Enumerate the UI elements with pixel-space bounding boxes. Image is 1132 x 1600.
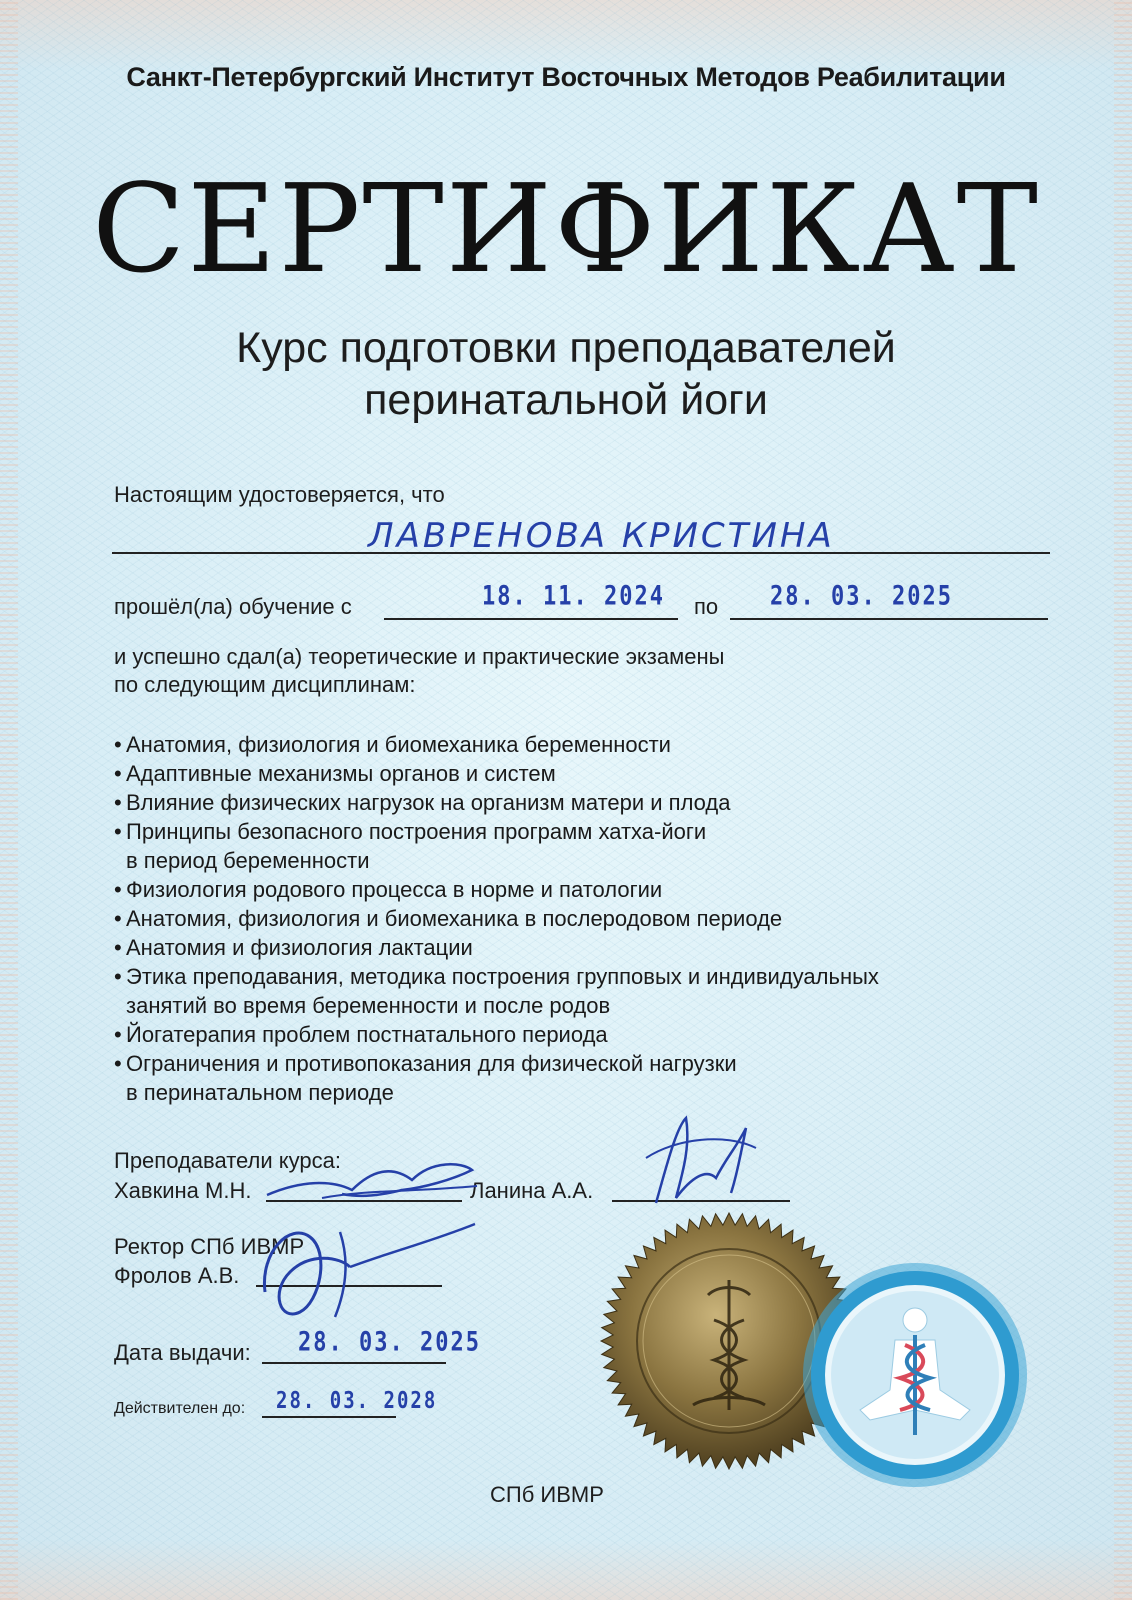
issue-date-label: Дата выдачи: xyxy=(114,1340,251,1365)
exams-text-line2: по следующим дисциплинам: xyxy=(114,672,416,697)
course-title xyxy=(0,322,1132,426)
name-underline xyxy=(112,552,1050,554)
discipline-text-line: в перинатальном периоде xyxy=(126,1080,394,1105)
teacher-1-signature xyxy=(262,1150,482,1210)
training-label: прошёл(ла) обучение с xyxy=(114,594,352,619)
discipline-text-line: • Анатомия, физиология и биомеханика в послеродовом периоде xyxy=(126,906,783,931)
discipline-text-line: в период беременности xyxy=(126,848,370,873)
valid-until-label: Действителен до: xyxy=(114,1400,246,1417)
discipline-item xyxy=(114,904,879,933)
course-title-line2: перинатальной йоги xyxy=(364,376,768,424)
training-to-underline xyxy=(730,618,1048,620)
rector-title: Ректор СПб ИВМР xyxy=(114,1234,305,1259)
discipline-item xyxy=(114,962,879,1020)
discipline-item xyxy=(114,759,879,788)
recipient-name: ЛАВРЕНОВА КРИСТИНА xyxy=(368,516,835,556)
discipline-item xyxy=(114,1020,879,1049)
rector-signature xyxy=(250,1212,480,1332)
footer-abbreviation: СПб ИВМР xyxy=(490,1482,604,1507)
discipline-text-line: • Анатомия, физиология и биомеханика беременности xyxy=(126,732,671,757)
discipline-text-line: • Анатомия и физиология лактации xyxy=(126,935,473,960)
discipline-item xyxy=(114,817,879,875)
exams-text-line1: и успешно сдал(а) теоретические и практические экзамены xyxy=(114,644,725,669)
discipline-item xyxy=(114,933,879,962)
certificate-title: СЕРТИФИКАТ xyxy=(91,158,1041,300)
discipline-text-line: • Адаптивные механизмы органов и систем xyxy=(126,761,556,786)
discipline-text-line: • Физиология родового процесса в норме и патологии xyxy=(126,877,663,902)
teacher-2-name: Ланина А.А. xyxy=(470,1178,594,1203)
discipline-text-line: • Этика преподавания, методика построения групповых и индивидуальных xyxy=(126,964,879,989)
teachers-label: Преподаватели курса: xyxy=(114,1148,341,1173)
discipline-text-line: занятий во время беременности и после родов xyxy=(126,993,611,1018)
discipline-item xyxy=(114,1049,879,1107)
issue-date: 28. 03. 2025 xyxy=(298,1327,481,1358)
valid-until-underline xyxy=(262,1416,396,1418)
training-to-date: 28. 03. 2025 xyxy=(770,581,953,612)
course-title-line1: Курс подготовки преподавателей xyxy=(236,324,896,372)
discipline-text-line: • Влияние физических нагрузок на организм матери и плода xyxy=(126,790,731,815)
discipline-text-line: • Принципы безопасного построения программ хатха-йоги xyxy=(126,819,707,844)
institute-name: Санкт-Петербургский Институт Восточных Методов Реабилитации xyxy=(126,62,1006,92)
discipline-item xyxy=(114,788,879,817)
disciplines-list xyxy=(114,730,879,1107)
discipline-item xyxy=(114,730,879,759)
rector-name: Фролов А.В. xyxy=(114,1263,240,1288)
teacher-2-signature xyxy=(636,1108,766,1218)
discipline-item xyxy=(114,875,879,904)
issue-date-underline xyxy=(262,1362,446,1364)
training-to-label: по xyxy=(694,594,719,619)
training-from-underline xyxy=(384,618,678,620)
discipline-text-line: • Ограничения и противопоказания для физической нагрузки xyxy=(126,1051,737,1076)
teacher-1-name: Хавкина М.Н. xyxy=(114,1178,252,1203)
valid-until-date: 28. 03. 2028 xyxy=(276,1387,438,1415)
training-from-date: 18. 11. 2024 xyxy=(482,581,665,612)
certifies-text: Настоящим удостоверяется, что xyxy=(114,482,445,507)
institute-logo-seal xyxy=(800,1260,1030,1490)
discipline-text-line: • Йогатерапия проблем постнатального периода xyxy=(126,1022,608,1047)
